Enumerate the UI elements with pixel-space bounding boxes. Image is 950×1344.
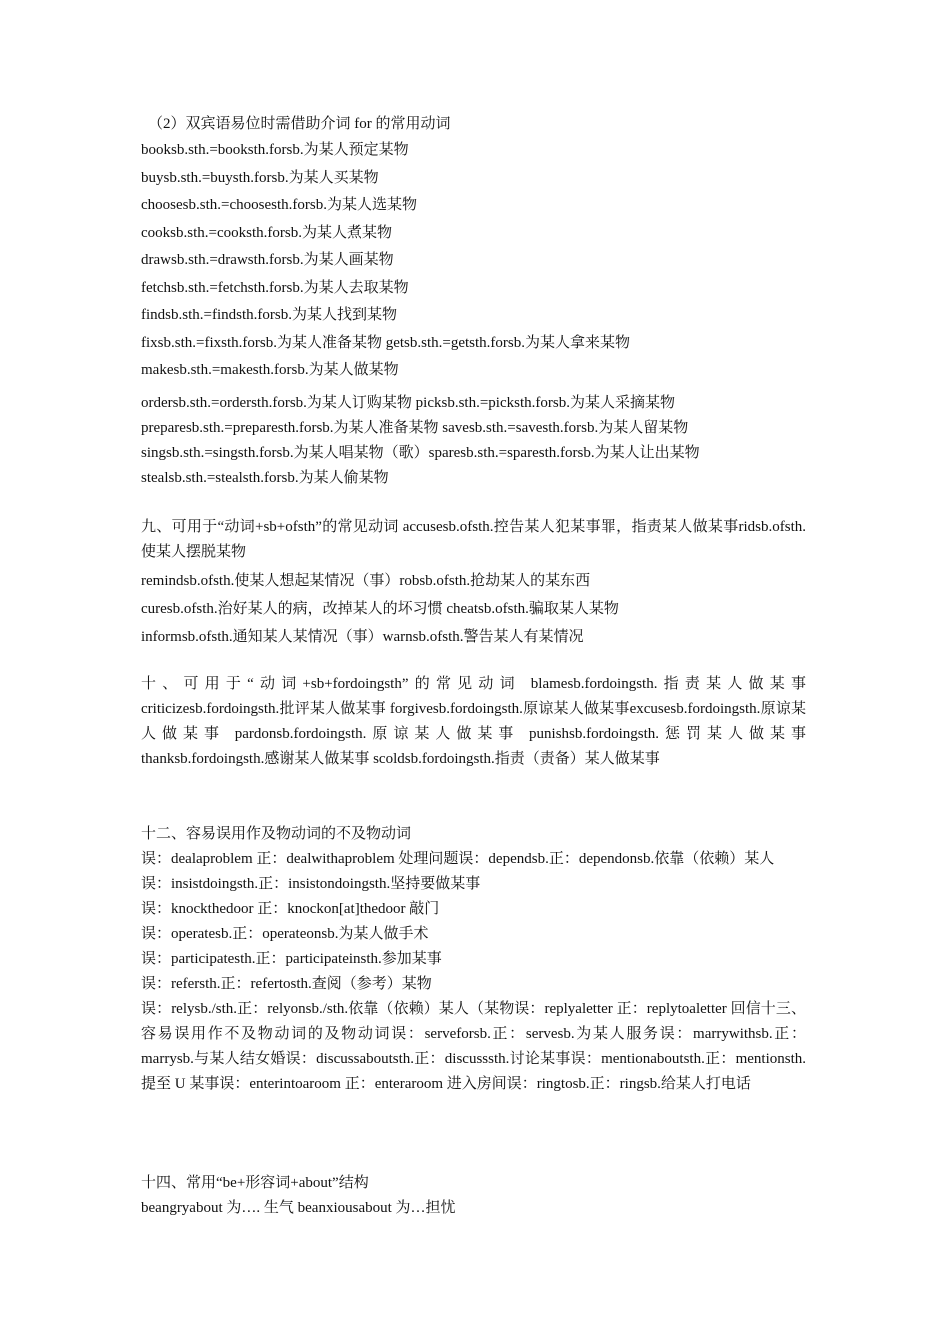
text-line: beangryabout 为…. 生气 beanxiousabout 为…担忧 bbox=[141, 1200, 456, 1216]
text-line: findsb.sth.=findsth.forsb.为某人找到某物 bbox=[141, 307, 397, 323]
section-paragraph: 误：dealaproblem 正：dealwithaproblem 处理问题误：dependsb.正：dependonsb.依靠（依赖）某人 bbox=[141, 851, 775, 867]
section-10 bbox=[141, 672, 806, 772]
section-paragraph: 十、可用于“动词+sb+fordoingsth”的常见动词 blamesb.fordoingsth.指责某人做某事criticizesb.fordoingsth.批评某人做某事 forgivesb.fordoingsth.原谅某人做某事excusesb.fordoingsth.原谅某人做某事 pardonsb.fordoingsth.原谅某人做某事 punishsb.fordoingsth.惩罚某人做某事 thanksb.fordoingsth.感谢某人做某事 scoldsb.fordoingsth.指责（责备）某人做某事 bbox=[141, 676, 806, 767]
text-line: 误：refersth.正：refertosth.查阅（参考）某物 bbox=[141, 976, 432, 992]
section-heading: 十四、常用“be+形容词+about”结构 bbox=[141, 1175, 369, 1191]
text-line: fixsb.sth.=fixsth.forsb.为某人准备某物 getsb.sth.=getsth.forsb.为某人拿来某物 bbox=[141, 334, 630, 351]
section-9 bbox=[141, 515, 806, 651]
text-line: makesb.sth.=makesth.forsb.为某人做某物 bbox=[141, 362, 399, 378]
section-12 bbox=[141, 822, 806, 1097]
text-line: 误：participatesth.正：participateinsth.参加某事 bbox=[141, 951, 442, 967]
text-line: drawsb.sth.=drawsth.forsb.为某人画某物 bbox=[141, 252, 394, 268]
text-line: informsb.ofsth.通知某人某情况（事）warnsb.ofsth.警告某人有某情况 bbox=[141, 629, 584, 645]
section-14 bbox=[141, 1171, 806, 1221]
text-line: booksb.sth.=booksth.forsb.为某人预定某物 bbox=[141, 142, 409, 158]
text-line: curesb.ofsth.治好某人的病，改掉某人的坏习惯 cheatsb.ofsth.骗取某人某物 bbox=[141, 601, 619, 617]
text-line: 误：insistdoingsth.正：insistondoingsth.坚持要做某事 bbox=[141, 876, 481, 892]
section-heading: （2）双宾语易位时需借助介词 for 的常用动词 bbox=[148, 116, 451, 132]
text-line: fetchsb.sth.=fetchsth.forsb.为某人去取某物 bbox=[141, 279, 409, 296]
text-line: remindsb.ofsth.使某人想起某情况（事）robsb.ofsth.抢劫某人的某东西 bbox=[141, 573, 591, 589]
text-line: choosesb.sth.=choosesth.forsb.为某人选某物 bbox=[141, 197, 417, 213]
section-for-verbs-cont bbox=[141, 391, 806, 491]
section-paragraph: 误：relysb./sth.正：relyonsb./sth.依靠（依赖）某人（某物误：replyaletter 正：replytoaletter 回信十三、容易误用作不及物动词的及物动词误：serveforsb.正：servesb.为某人服务误：marrywithsb.正：marrysb.与某人结女婚误：discussaboutsth.正：discusssth.讨论某事误：mentionaboutsth.正：mentionsth.提至 U 某事误：enterintoaroom 正：enteraroom 进入房间误：ringtosb.正：ringsb.给某人打电话 bbox=[141, 1001, 806, 1092]
text-line: stealsb.sth.=stealsth.forsb.为某人偷某物 bbox=[141, 470, 389, 486]
text-line: singsb.sth.=singsth.forsb.为某人唱某物（歌）sparesb.sth.=sparesth.forsb.为某人让出某物 bbox=[141, 445, 700, 461]
section-heading: 十二、容易误用作及物动词的不及物动词 bbox=[141, 826, 412, 842]
section-for-verbs bbox=[141, 112, 806, 385]
text-line: 误：operatesb.正：operateonsb.为某人做手术 bbox=[141, 926, 429, 942]
text-line: ordersb.sth.=ordersth.forsb.为某人订购某物 picksb.sth.=picksth.forsb.为某人采摘某物 bbox=[141, 395, 675, 411]
text-line: 误：knockthedoor 正：knockon[at]thedoor 敲门 bbox=[141, 901, 440, 917]
text-line: preparesb.sth.=preparesth.forsb.为某人准备某物 savesb.sth.=savesth.forsb.为某人留某物 bbox=[141, 420, 689, 436]
text-line: cooksb.sth.=cooksth.forsb.为某人煮某物 bbox=[141, 224, 392, 241]
text-line: buysb.sth.=buysth.forsb.为某人买某物 bbox=[141, 169, 379, 186]
section-paragraph: 九、可用于“动词+sb+ofsth”的常见动词 accusesb.ofsth.控告某人犯某事罪，指责某人做某事ridsb.ofsth.使某人摆脱某物 bbox=[141, 519, 806, 560]
